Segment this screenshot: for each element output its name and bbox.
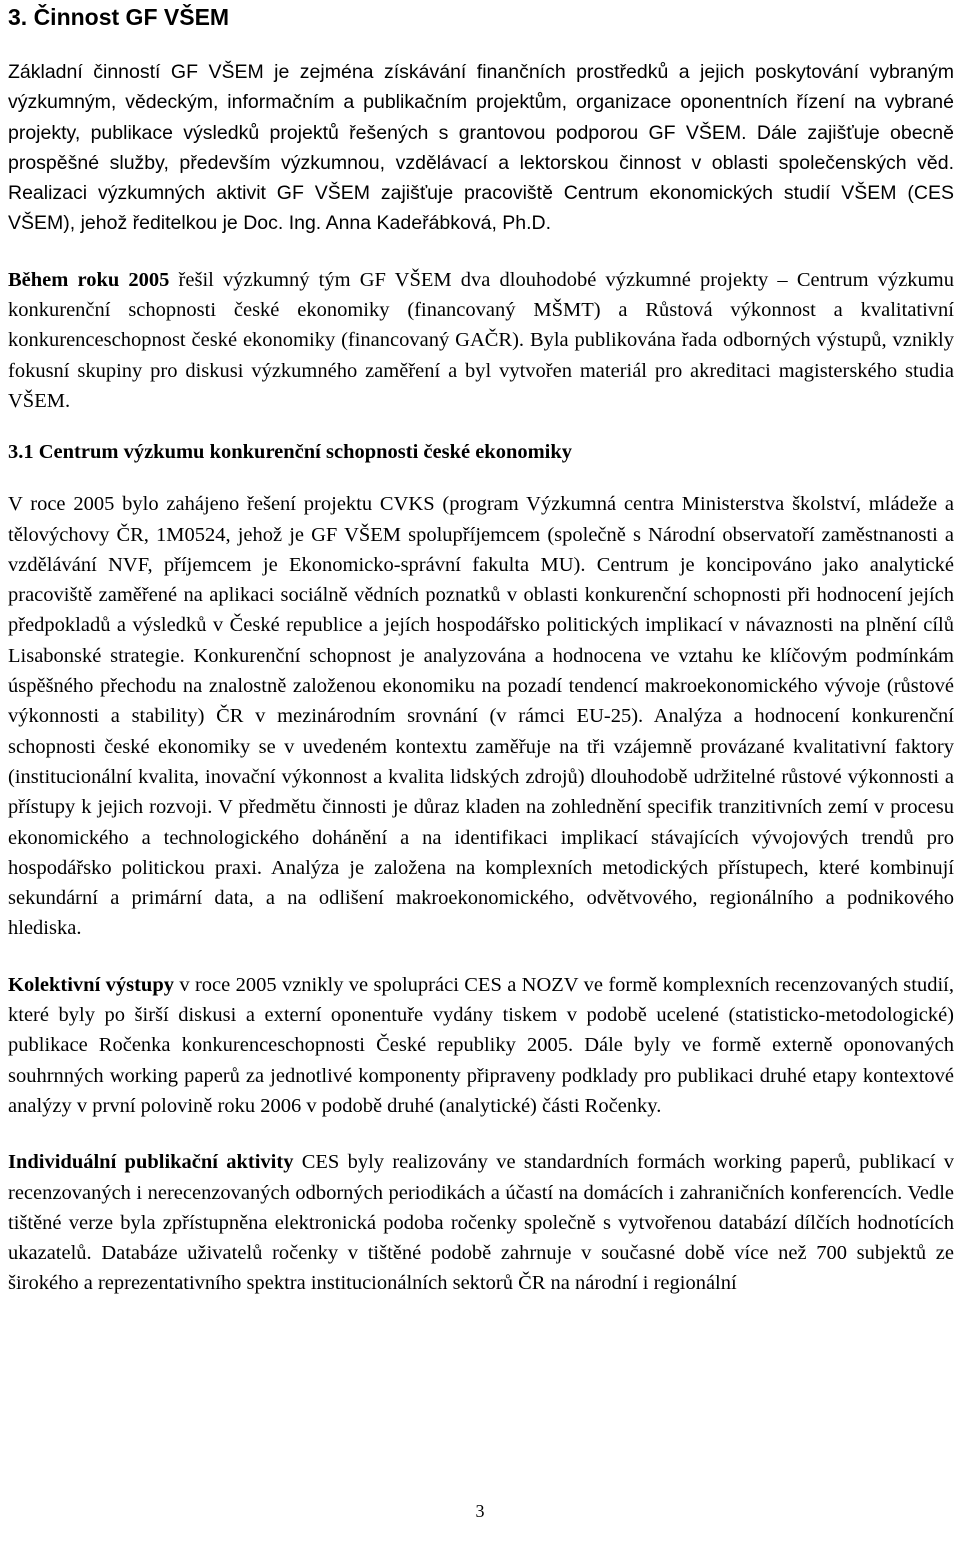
collective-text: v roce 2005 vznikly ve spolupráci CES a NOZV ve formě komplexních recenzovaných studií, které byly po širší diskusi a externí oponentuře vydány tiskem v podobě ucelené (statisticko-metodologické) publikace Ročenka konkurenceschopnosti České republiky 2005. Dále byly ve formě externě oponovaných souhrnných working paperů za jednotlivé komponenty připraveny podklady pro publikaci druhé etapy kontextové analýzy v první polovině roku 2006 v podobě druhé (analytické) části Ročenky. (8, 973, 954, 1117)
projects-text: řešil výzkumný tým GF VŠEM dva dlouhodobé výzkumné projekty – Centrum výzkumu konkurenční schopnosti české ekonomiky (financovaný MŠMT) a Růstová výkonnost a kvalitativní konkurenceschopnost české ekonomiky (financovaný GAČR). Byla publikována řada odborných výstupů, vznikly fokusní skupiny pro diskusi výzkumného zaměření a byl vytvořen materiál pro akreditaci magisterského studia VŠEM. (8, 268, 954, 412)
cvks-paragraph: V roce 2005 bylo zahájeno řešení projektu CVKS (program Výzkumná centra Ministerstva školství, mládeže a tělovýchovy ČR, 1M0524, jehož je GF VŠEM spolupříjemcem (společně s Národní observatoří zaměstnanosti a vzdělávání NVF, příjemcem je Ekonomicko-správní fakulta MU). Centrum je koncipováno jako analytické pracoviště zaměřené na aplikaci sociálně vědních poznatků v oblasti konkurenční schopnosti při hodnocení jejích předpokladů a výsledků v České republice a jejích hospodářsko politických implikací v návaznosti na plnění cílů Lisabonské strategie. Konkurenční schopnost je analyzována a hodnocena ve vztahu ke klíčovým podmínkám úspěšného přechodu na znalostně založenou ekonomiku na pozadí tendencí makroekonomického vývoje (růstové výkonnosti a stability) ČR v mezinárodním srovnání (v rámci EU-25). Analýza a hodnocení konkurenční schopnosti české ekonomiky se v uvedeném kontextu zaměřuje na tři vzájemně provázané kvalitativní faktory (institucionální kvalita, inovační výkonnost a kvalita lidských zdrojů) dlouhodobě udržitelné růstové výkonnosti a přístupy k jejich rozvoji. V předmětu činnosti je důraz kladen na zohlednění specifik tranzitivních zemí v procesu ekonomického a technologického dohánění a na identifikaci implikací stávajících vývojových trendů pro hospodářsko politickou praxi. Analýza je založena na komplexních metodických přístupech, které kombinují sekundární a primární data, a na odlišení makroekonomického, odvětvového, regionálního a podnikového hlediska. (8, 493, 954, 940)
projects-paragraph (8, 265, 954, 416)
collective-outputs-paragraph (8, 970, 954, 1121)
individual-text: CES byly realizovány ve standardních formách working paperů, publikací v recenzovaných i nerecenzovaných odborných periodikách a účastí na domácích i zahraničních konferencích. Vedle tištěné verze byla zpřístupněna elektronická podoba ročenky společně s vytvořenou databází dílčích hodnotících ukazatelů. Databáze uživatelů ročenky v tištěné podobě zahrnuje v současné době více než 700 subjektů ze širokého a reprezentativního spektra institucionálních sektorů ČR na národní i regionální (8, 1151, 954, 1295)
document-page (8, 0, 954, 1299)
collective-lead: Kolektivní výstupy (8, 973, 174, 996)
section-heading: 3. Činnost GF VŠEM (8, 4, 230, 30)
subsection-heading: 3.1 Centrum výzkumu konkurenční schopnosti české ekonomiky (8, 441, 573, 464)
individual-activities-paragraph (8, 1147, 954, 1298)
intro-paragraph: Základní činností GF VŠEM je zejména získávání finančních prostředků a jejich poskytování vybraným výzkumným, vědeckým, informačním a publikačním projektům, organizace oponentních řízení na vybrané projekty, publikace výsledků projektů řešených s grantovou podporou GF VŠEM. Dále zajišťuje obecně prospěšné služby, především výzkumnou, vzdělávací a lektorskou činnost v oblasti společenských věd. Realizaci výzkumných aktivit GF VŠEM zajišťuje pracoviště Centrum ekonomických studií VŠEM (CES VŠEM), jehož ředitelkou je Doc. Ing. Anna Kadeřábková, Ph.D. (8, 61, 954, 235)
projects-lead: Během roku 2005 (8, 268, 170, 291)
individual-lead: Individuální publikační aktivity (8, 1151, 294, 1174)
page-number: 3 (475, 1501, 485, 1521)
